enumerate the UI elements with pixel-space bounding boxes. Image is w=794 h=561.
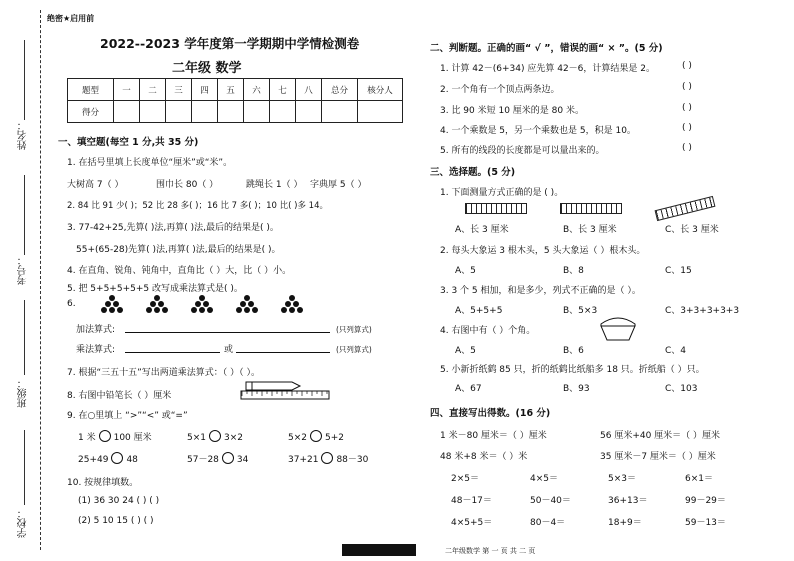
c1-opt[interactable]: A、长 3 厘米 — [455, 225, 509, 235]
dot — [117, 307, 123, 313]
secret-label: 绝密★启用前 — [47, 14, 95, 23]
calc-item: 2×5＝ — [451, 474, 479, 484]
c4-opt[interactable]: C、4 — [665, 346, 687, 356]
sec3-title: 三、选择题。(5 分) — [430, 167, 516, 178]
c3-text: 3. 3 个 5 相加，和是多少，列式不正确的是（ ）。 — [440, 286, 641, 296]
judge-answer[interactable]: ( ) — [682, 103, 692, 113]
q1a: 大树高 7（ ） — [67, 180, 124, 190]
judge-item: 2. 一个角有一个顶点两条边。 — [440, 85, 560, 95]
dot — [162, 307, 168, 313]
calc-item: 50－40＝ — [530, 496, 571, 506]
q10b: (2) 5 10 15 ( ) ( ) — [78, 516, 154, 526]
ruler-a-icon — [465, 203, 527, 214]
dot — [236, 307, 242, 313]
q9-row1-a — [78, 430, 152, 443]
score-header: 三 — [166, 79, 192, 101]
q9-row2-a — [78, 452, 138, 465]
score-header: 八 — [296, 79, 322, 101]
sec2-title: 二、判断题。正确的画“ √ ”，错误的画“ × ”。(5 分) — [430, 43, 663, 54]
binding-line — [40, 10, 41, 550]
q2-text: 2. 84 比 91 少( )；52 比 28 多( )；16 比 7 多( )；10 比( )多 14。 — [67, 201, 328, 211]
q7-text: 7. 根据“三五十五”写出两道乘法算式：（ ）（ ）。 — [67, 368, 260, 378]
score-cell[interactable] — [244, 101, 270, 123]
q9-row2-b — [187, 452, 248, 465]
c4-opt[interactable]: A、5 — [455, 346, 476, 356]
q9-expr: 5+2 — [325, 433, 344, 443]
dot — [199, 295, 205, 301]
dot — [101, 307, 107, 313]
calc-item: 36+13＝ — [608, 496, 648, 506]
q9-expr: 1 米 — [78, 433, 96, 443]
q5-text: 5. 把 5+5+5+5+5 改写成乘法算式是( )。 — [67, 284, 243, 294]
dot — [289, 307, 295, 313]
c5-opt[interactable]: B、93 — [563, 384, 590, 394]
dot — [109, 295, 115, 301]
compare-circle[interactable] — [209, 430, 221, 442]
q9-expr: 34 — [236, 455, 249, 465]
q9-expr: 5×2 — [288, 433, 307, 443]
dot — [244, 307, 250, 313]
dot — [154, 307, 160, 313]
q1b: 围巾长 80（ ） — [156, 180, 219, 190]
exam-subtitle: 二年级 数学 — [172, 61, 242, 76]
score-header: 总分 — [322, 79, 358, 101]
exam-no-line — [24, 175, 25, 255]
c1-opt[interactable]: C、长 3 厘米 — [665, 225, 719, 235]
dot — [150, 301, 156, 307]
judge-answer[interactable]: ( ) — [682, 123, 692, 133]
q9-expr: 25+49 — [78, 455, 109, 465]
q6-add-note: (只列算式) — [336, 325, 372, 334]
bowl-figure — [598, 314, 638, 342]
dot — [105, 301, 111, 307]
calc-item: 4×5+5＝ — [451, 518, 493, 528]
score-header: 题型 — [68, 79, 114, 101]
ruler-c-icon — [655, 196, 716, 221]
black-bar — [342, 544, 416, 556]
score-cell[interactable] — [296, 101, 322, 123]
c3-opt[interactable]: A、5+5+5 — [455, 306, 503, 316]
c1-opt[interactable]: B、长 3 厘米 — [563, 225, 617, 235]
calc-item: 5×3＝ — [608, 474, 636, 484]
c5-opt[interactable]: C、103 — [665, 384, 698, 394]
dot — [199, 307, 205, 313]
exam-no-label: 考号： — [18, 255, 29, 285]
q1d: 字典厚 5（ ） — [310, 180, 367, 190]
q1-text: 1. 在括号里填上长度单位“厘米”或“米”。 — [67, 158, 233, 168]
q4-text: 4. 在直角、锐角、钝角中，直角比（ ）大，比（ ）小。 — [67, 266, 292, 276]
q9-expr: 57－28 — [187, 455, 219, 465]
judge-item: 3. 比 90 米短 10 厘米的是 80 米。 — [440, 106, 584, 116]
dot — [113, 301, 119, 307]
calc-item: 4×5＝ — [530, 474, 558, 484]
calc-item: 18+9＝ — [608, 518, 642, 528]
compare-circle[interactable] — [321, 452, 333, 464]
class-label: 班级： — [18, 378, 29, 408]
q9-text: 9. 在○里填上 “>”“<” 或“=” — [67, 411, 188, 421]
score-header: 核分人 — [358, 79, 403, 101]
compare-circle[interactable] — [310, 430, 322, 442]
q9-expr: 5×1 — [187, 433, 206, 443]
dot — [252, 307, 258, 313]
dot — [244, 295, 250, 301]
q3a-text: 3. 77-42+25,先算( )法,再算( )法,最后的结果是( )。 — [67, 223, 279, 233]
judge-answer[interactable]: ( ) — [682, 61, 692, 71]
q6-mul-label: 乘法算式: — [76, 345, 116, 355]
q3b-text: 55+(65-28)先算( )法,再算( )法,最后的结果是( )。 — [76, 245, 281, 255]
judge-item: 1. 计算 42－(6+34) 应先算 42－6，计算结果是 2。 — [440, 64, 655, 74]
calc-item: 35 厘米－7 厘米＝（ ）厘米 — [600, 452, 716, 462]
calc-item: 1 米－80 厘米＝（ ）厘米 — [440, 431, 547, 441]
score-table — [67, 78, 403, 123]
sec1-title: 一、填空题(每空 1 分,共 35 分) — [58, 137, 199, 148]
school-line — [24, 430, 25, 505]
dot — [281, 307, 287, 313]
score-cell[interactable] — [322, 101, 358, 123]
score-header: 七 — [270, 79, 296, 101]
sec4-title: 四、直接写出得数。(16 分) — [430, 408, 551, 419]
judge-answer[interactable]: ( ) — [682, 143, 692, 153]
q9-row1-b — [187, 430, 243, 443]
q10-text: 10. 按规律填数。 — [67, 478, 139, 488]
q8-text: 8. 右图中铅笔长（ ）厘米 — [67, 391, 172, 401]
dot — [289, 295, 295, 301]
q6-mul-line2[interactable] — [236, 342, 330, 353]
dot — [240, 301, 246, 307]
score-cell[interactable] — [358, 101, 403, 123]
judge-item: 4. 一个乘数是 5，另一个乘数也是 5，积是 10。 — [440, 126, 636, 136]
calc-item: 56 厘米+40 厘米＝（ ）厘米 — [600, 431, 721, 441]
class-line — [24, 300, 25, 375]
dot — [109, 307, 115, 313]
score-header: 六 — [244, 79, 270, 101]
calc-item: 80－4＝ — [530, 518, 566, 528]
calc-item: 48 米+8 米＝（ ）米 — [440, 452, 528, 462]
dot — [248, 301, 254, 307]
c3-opt[interactable]: B、5×3 — [563, 306, 598, 316]
q1c: 跳绳长 1（ ） — [246, 180, 303, 190]
score-header: 二 — [140, 79, 166, 101]
q10a: (1) 36 30 24 ( ) ( ) — [78, 496, 160, 506]
score-cell[interactable] — [270, 101, 296, 123]
score-cell[interactable] — [192, 101, 218, 123]
score-cell[interactable] — [140, 101, 166, 123]
dot — [191, 307, 197, 313]
score-cell[interactable] — [218, 101, 244, 123]
score-cell[interactable] — [166, 101, 192, 123]
c5-opt[interactable]: A、67 — [455, 384, 482, 394]
q9-row2-c — [288, 452, 368, 465]
ruler-b-icon — [560, 203, 622, 214]
c2-opt[interactable]: B、8 — [563, 266, 584, 276]
c2-text: 2. 每头大象运 3 根木头，5 头大象运（ ）根木头。 — [440, 246, 646, 256]
calc-item: 48－17＝ — [451, 496, 492, 506]
c5-text: 5. 小新折纸鹤 85 只，折的纸鹤比纸船多 18 只。折纸船（ ）只。 — [440, 365, 705, 375]
calc-item: 99－29＝ — [685, 496, 726, 506]
judge-item: 5. 所有的线段的长度都是可以量出来的。 — [440, 146, 605, 156]
score-header: 一 — [114, 79, 140, 101]
c1-text: 1. 下面测量方式正确的是 ( )。 — [440, 188, 564, 198]
pencil-ruler-figure — [240, 378, 332, 400]
name-label: 姓名： — [18, 120, 29, 150]
q6-or: 或 — [224, 345, 234, 355]
score-header: 五 — [218, 79, 244, 101]
dot — [154, 295, 160, 301]
exam-title: 2022--2023 学年度第一学期期中学情检测卷 — [100, 36, 360, 51]
name-line — [24, 40, 25, 120]
c3-opt[interactable]: C、3+3+3+3+3 — [665, 306, 740, 316]
q6-add-label: 加法算式: — [76, 325, 116, 335]
school-label: 学校： — [18, 508, 29, 538]
q9-expr: 3×2 — [224, 433, 243, 443]
q9-expr: 48 — [126, 455, 138, 465]
calc-item: 59－13＝ — [685, 518, 726, 528]
dot — [297, 307, 303, 313]
q6-mul-note: (只列算式) — [336, 345, 372, 354]
c4-text: 4. 右图中有（ ）个角。 — [440, 326, 536, 336]
score-header: 四 — [192, 79, 218, 101]
q6-mul-line1[interactable] — [125, 342, 220, 353]
dot — [146, 307, 152, 313]
score-row-label: 得分 — [68, 101, 114, 123]
dot — [293, 301, 299, 307]
q9-expr: 100 厘米 — [113, 433, 152, 443]
compare-circle[interactable] — [99, 430, 111, 442]
compare-circle[interactable] — [111, 452, 123, 464]
page-footer: 二年级数学 第 一 页 共 二 页 — [445, 547, 536, 555]
calc-item: 6×1＝ — [685, 474, 713, 484]
c2-opt[interactable]: C、15 — [665, 266, 692, 276]
dot — [207, 307, 213, 313]
score-cell[interactable] — [114, 101, 140, 123]
dot — [195, 301, 201, 307]
compare-circle[interactable] — [222, 452, 234, 464]
dot — [285, 301, 291, 307]
q9-row1-c — [288, 430, 344, 443]
q6-add-line[interactable] — [125, 322, 330, 333]
q6-text: 6. — [67, 299, 76, 309]
q9-expr: 88－30 — [336, 455, 369, 465]
q9-expr: 37+21 — [288, 455, 319, 465]
dot — [158, 301, 164, 307]
dot — [203, 301, 209, 307]
c4-opt[interactable]: B、6 — [563, 346, 584, 356]
judge-answer[interactable]: ( ) — [682, 82, 692, 92]
c2-opt[interactable]: A、5 — [455, 266, 476, 276]
